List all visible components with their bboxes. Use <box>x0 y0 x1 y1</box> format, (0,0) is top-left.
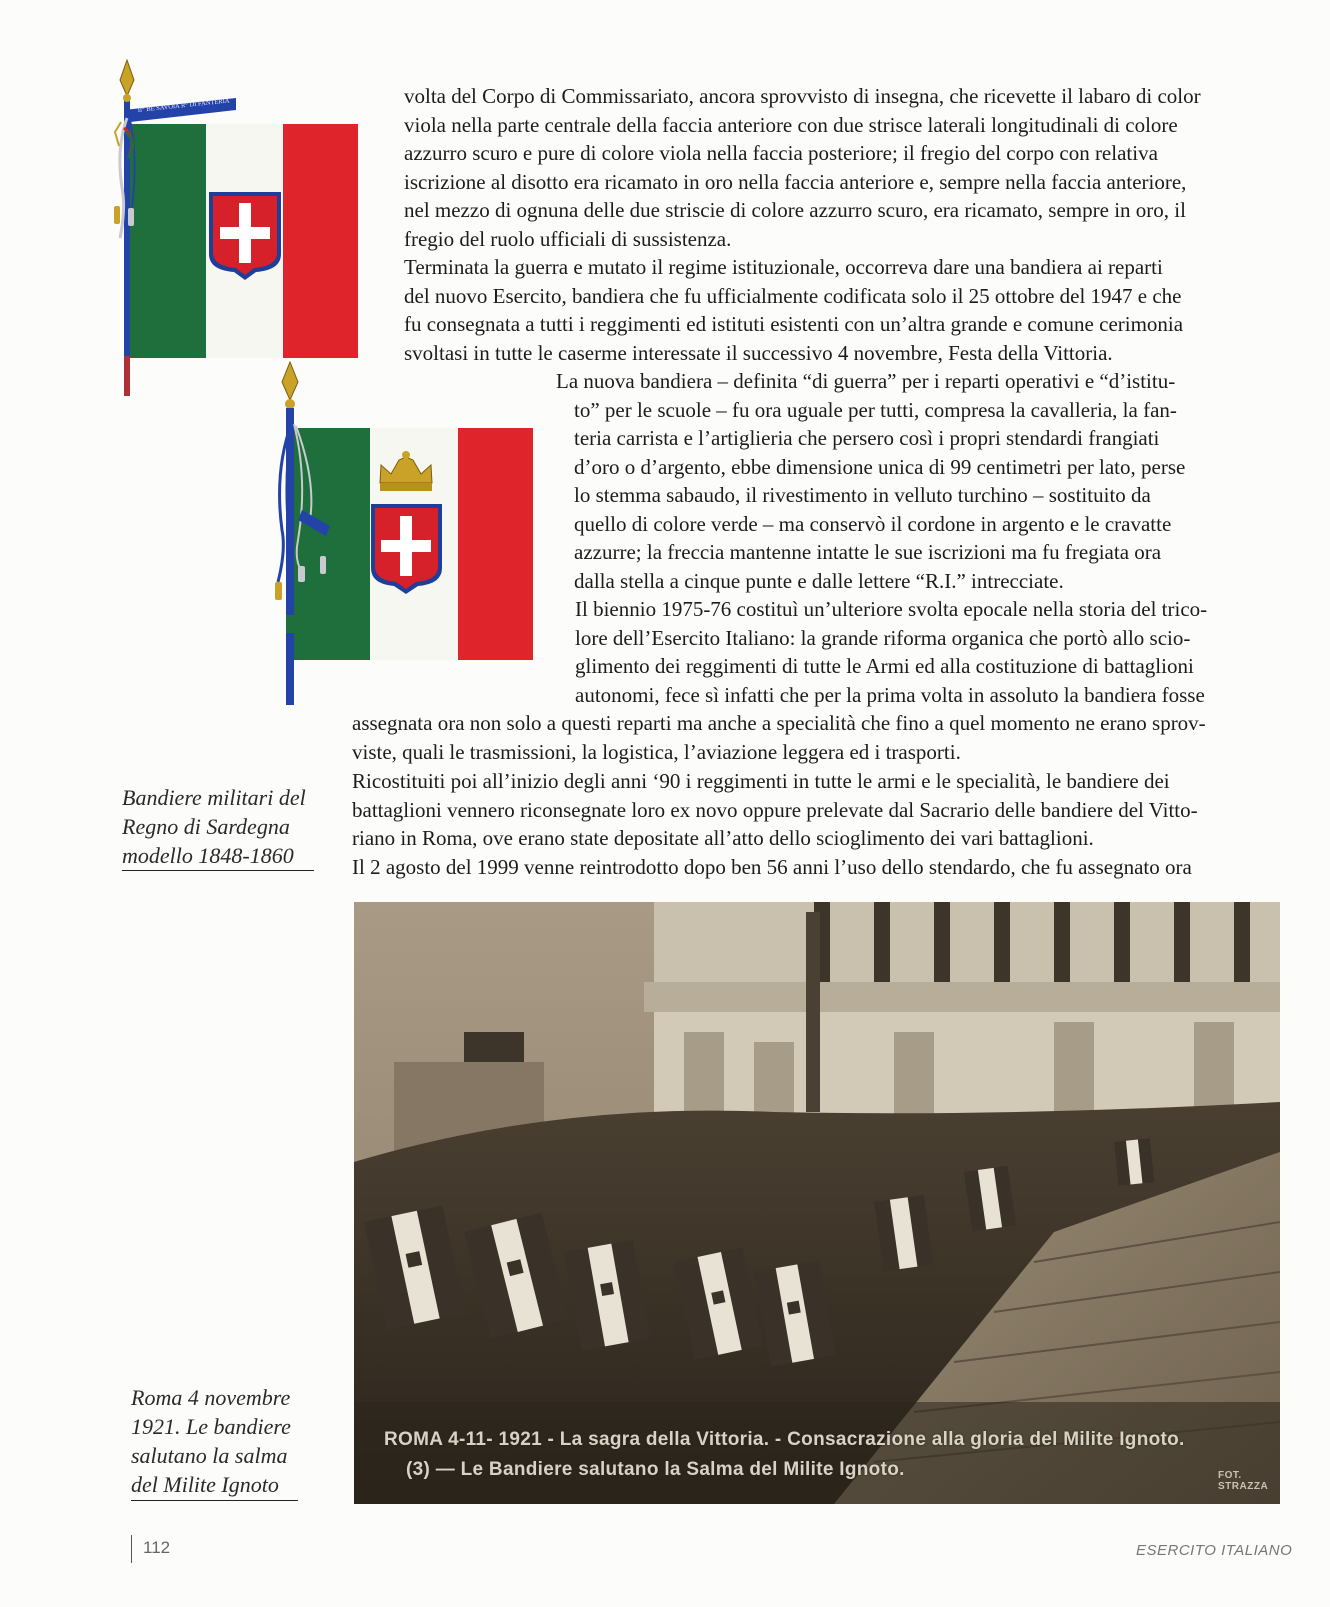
caption-photo-underline <box>131 1500 298 1501</box>
caption-line: del Milite Ignoto <box>131 1472 279 1497</box>
caption-flags-underline <box>122 870 314 871</box>
text-line: Ricostituiti poi all’inizio degli anni ‘90 i reggimenti in tutte le armi e le specialità, le bandiere dei <box>352 769 1170 793</box>
text-line: Il 2 agosto del 1999 venne reintrodotto dopo ben 56 anni l’uso dello stendardo, che fu assegnato ora <box>352 855 1192 879</box>
text-line: fu consegnata a tutti i reggimenti ed istituti esistenti con un’altra grande e comune cerimonia <box>404 312 1184 336</box>
text-line: d’oro o d’argento, ebbe dimensione unica di 99 centimetri per lato, perse <box>574 454 1186 479</box>
flag1-green-band <box>130 124 206 358</box>
text-line: assegnata ora non solo a questi reparti ma anche a specialità che fino a quel momento ne erano sprov- <box>352 711 1206 735</box>
text-line: azzurro scuro e pure di colore viola nella faccia posteriore; il fregio del corpo con relativa <box>404 141 1158 165</box>
caption-line: Roma 4 novembre <box>131 1385 291 1410</box>
text-line: azzurre; la freccia mantenne intatte le sue iscrizioni ma fu fregiata ora <box>574 540 1162 564</box>
text-line: autonomi, fece sì infatti che per la prima volta in assoluto la bandiera fosse <box>575 682 1205 707</box>
text-line: volta del Corpo di Commissariato, ancora sprovvisto di insegna, che ricevette il labaro di color <box>404 84 1201 108</box>
flag2-red-band <box>458 428 533 660</box>
text-line: svoltasi in tutte le caserme interessate il successivo 4 novembre, Festa della Vittoria. <box>404 340 1113 365</box>
historical-photo <box>354 902 1280 1504</box>
text-line: quello di colore verde – ma conservò il cordone in argento e le cravatte <box>574 511 1172 536</box>
flag2-finial-icon <box>282 362 298 400</box>
folio-rule <box>131 1535 132 1563</box>
photo-caption-line-1: ROMA 4-11- 1921 - La sagra della Vittoria. - Consacrazione alla gloria del Milite Ignoto. <box>384 1429 1185 1450</box>
text-line: nel mezzo di ognuna delle due striscie di colore azzurro scuro, era ricamato, sempre in oro, il <box>404 198 1186 222</box>
text-line: dalla stella a cinque punte e dalle lettere “R.I.” intrecciate. <box>574 568 1064 593</box>
photo-caption-line-2: (3) — Le Bandiere salutano la Salma del Milite Ignoto. <box>406 1459 905 1480</box>
paragraph-biennio-continued <box>352 709 1273 766</box>
flag-illustration-1 <box>108 58 368 403</box>
text-line: battaglioni vennero riconsegnate loro ex novo oppure prelevate dal Sacrario delle bandiere del Vitto- <box>352 797 1198 822</box>
flag1-pole <box>124 98 130 393</box>
text-line: iscrizione al disotto era ricamato in oro nella faccia anteriore e, sempre nella faccia anteriore, <box>404 169 1187 194</box>
text-line: to” per le scuole – fu ora uguale per tutti, compresa la cavalleria, la fan- <box>574 397 1177 422</box>
text-line: viste, quali le trasmissioni, la logistica, l’aviazione leggera ed i trasporti. <box>352 739 961 764</box>
text-line: viola nella parte centrale della faccia anteriore con due strisce laterali longitudinali di colore <box>404 112 1178 137</box>
flag1-savoy-shield-icon <box>209 192 281 280</box>
flag1-pole-end <box>124 356 130 396</box>
text-line: teria carrista e l’artiglieria che persero così i propri stendardi frangiati <box>574 426 1160 450</box>
caption-line: Bandiere militari del <box>122 785 306 810</box>
caption-flags <box>122 783 337 870</box>
caption-photo <box>131 1383 331 1499</box>
text-line: lore dell’Esercito Italiano: la grande riforma organica che portò allo scio- <box>575 625 1191 650</box>
text-line: fregio del ruolo ufficiali di sussistenza. <box>404 226 732 251</box>
running-title: ESERCITO ITALIANO <box>1136 1542 1293 1559</box>
paragraph-stendardo <box>352 853 1273 882</box>
paragraph-commissariato <box>404 82 1270 253</box>
text-line: riano in Roma, ove erano state depositate all’atto dello scioglimento dei vari battaglioni. <box>352 826 1094 850</box>
paragraph-dopoguerra <box>404 253 1270 367</box>
flag2-savoy-shield-icon <box>371 504 442 594</box>
caption-line: modello 1848-1860 <box>122 843 294 868</box>
flag1-ribbon <box>124 97 236 122</box>
caption-line: Regno di Sardegna <box>122 814 290 839</box>
svg-text:II° BE SAVOIA R° DI FANTERIA: II° BE SAVOIA R° DI FANTERIA <box>137 97 230 114</box>
photo-monument <box>644 902 1280 1142</box>
flag2-green-band <box>294 428 370 660</box>
flag-illustration-2 <box>268 360 538 710</box>
text-line: lo stemma sabaudo, il rivestimento in velluto turchino – sostituito da <box>574 483 1151 507</box>
paragraph-nuova-bandiera <box>556 367 1273 595</box>
paragraph-biennio <box>575 595 1273 709</box>
flag1-finial-icon <box>120 60 134 96</box>
text-line: Il biennio 1975-76 costituì un’ulteriore svolta epocale nella storia del trico- <box>575 597 1208 621</box>
caption-line: salutano la salma <box>131 1443 288 1468</box>
photo-credit: FOT. STRAZZA <box>1218 1470 1269 1492</box>
text-line: Terminata la guerra e mutato il regime istituzionale, occorreva dare una bandiera ai reparti <box>404 255 1163 279</box>
paragraph-ricostituiti <box>352 767 1273 853</box>
text-line: La nuova bandiera – definita “di guerra” per i reparti operativi e “d’istitu- <box>556 369 1176 393</box>
text-line: del nuovo Esercito, bandiera che fu ufficialmente codificata solo il 25 ottobre del 1947 e che <box>404 283 1182 308</box>
page-number: 112 <box>143 1538 171 1557</box>
caption-line: 1921. Le bandiere <box>131 1414 291 1439</box>
text-line: glimento dei reggimenti di tutte le Armi ed alla costituzione di battaglioni <box>575 654 1194 678</box>
flag1-red-band <box>283 124 358 358</box>
